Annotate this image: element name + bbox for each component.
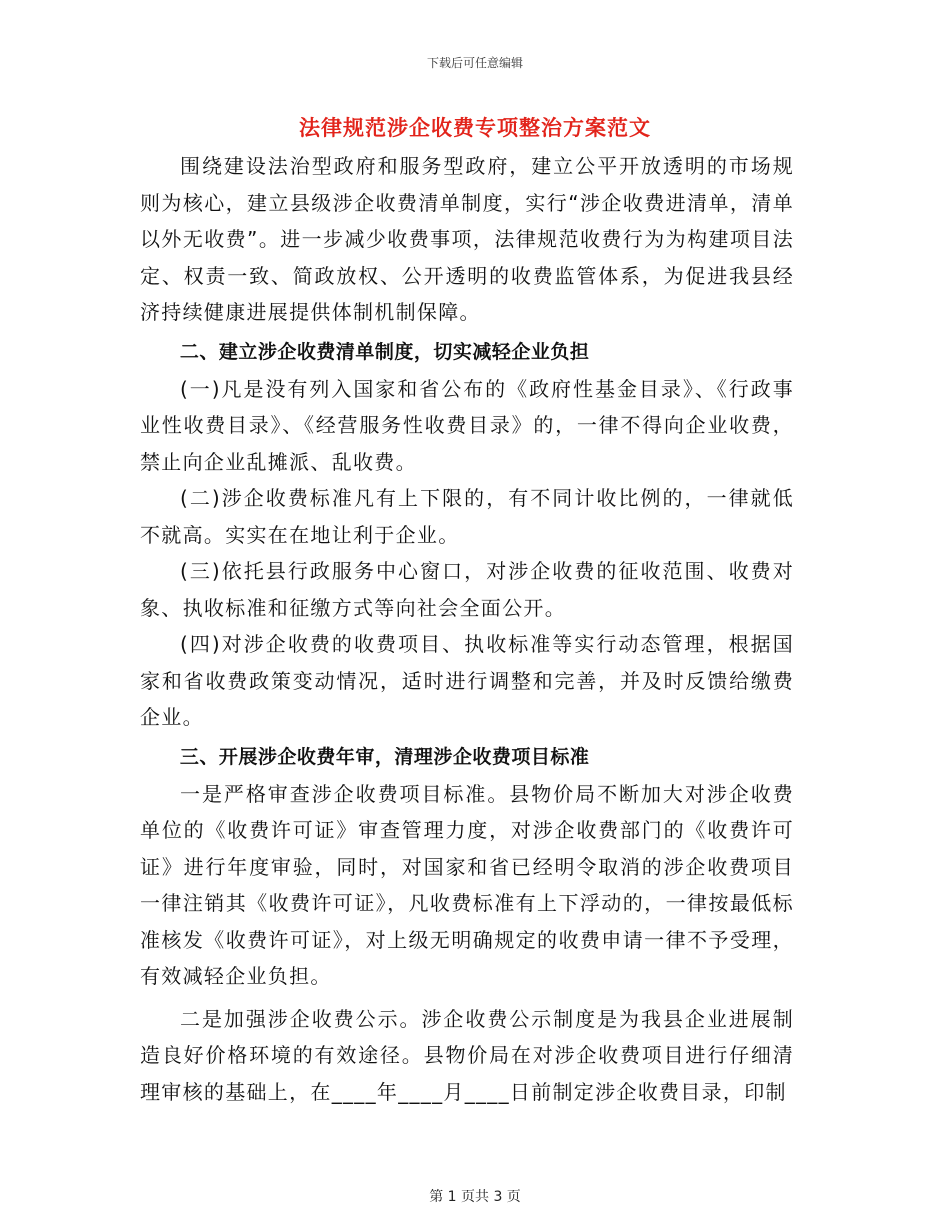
section3-item-1: 一是严格审查涉企收费项目标准。县物价局不断加大对涉企收费单位的《收费许可证》审查管理力度，对涉企收费部门的《收费许可证》进行年度审验，同时，对国家和省已经明令取消的涉企收费项目一律注销其《收费许可证》，凡收费标准有上下浮动的，一律按最低标准核发《收费许可证》，对上级无明确规定的收费申请一律不予受理，有效减轻企业负担。 (140, 781, 794, 988)
section-heading-3: 三、开展涉企收费年审，清理涉企收费项目标准 (179, 745, 590, 768)
document-body (140, 148, 794, 1110)
section2-item-1: (一)凡是没有列入国家和省公布的《政府性基金目录》、《行政事业性收费目录》、《经营服务性收费目录》的，一律不得向企业收费，禁止向企业乱摊派、乱收费。 (140, 376, 794, 474)
section2-item-3: (三)依托县行政服务中心窗口，对涉企收费的征收范围、收费对象、执收标准和征缴方式等向社会全面公开。 (140, 559, 794, 620)
page-number: 第 1 页共 3 页 (429, 1189, 521, 1205)
intro-paragraph: 围绕建设法治型政府和服务型政府，建立公平开放透明的市场规则为核心，建立县级涉企收费清单制度，实行“涉企收费进清单，清单以外无收费”。进一步减少收费事项，法律规范收费行为为构建项目法定、权责一致、简政放权、公开透明的收费监管体系，为促进我县经济持续健康进展提供体制机制保障。 (140, 154, 794, 324)
section3-item-2: 二是加强涉企收费公示。涉企收费公示制度是为我县企业进展制造良好价格环境的有效途径。县物价局在对涉企收费项目进行仔细清理审核的基础上，在____年____月____日前制定涉企收费目录，印制 (140, 1006, 794, 1104)
section2-item-2: (二)涉企收费标准凡有上下限的，有不同计收比例的，一律就低不就高。实实在在地让利于企业。 (140, 486, 794, 547)
header-note: 下载后可任意编辑 (426, 56, 523, 70)
section-heading-2: 二、建立涉企收费清单制度，切实减轻企业负担 (179, 340, 590, 363)
section2-item-4: (四)对涉企收费的收费项目、执收标准等实行动态管理，根据国家和省收费政策变动情况，适时进行调整和完善，并及时反馈给缴费企业。 (140, 632, 794, 729)
document-title: 法律规范涉企收费专项整治方案范文 (299, 116, 651, 140)
